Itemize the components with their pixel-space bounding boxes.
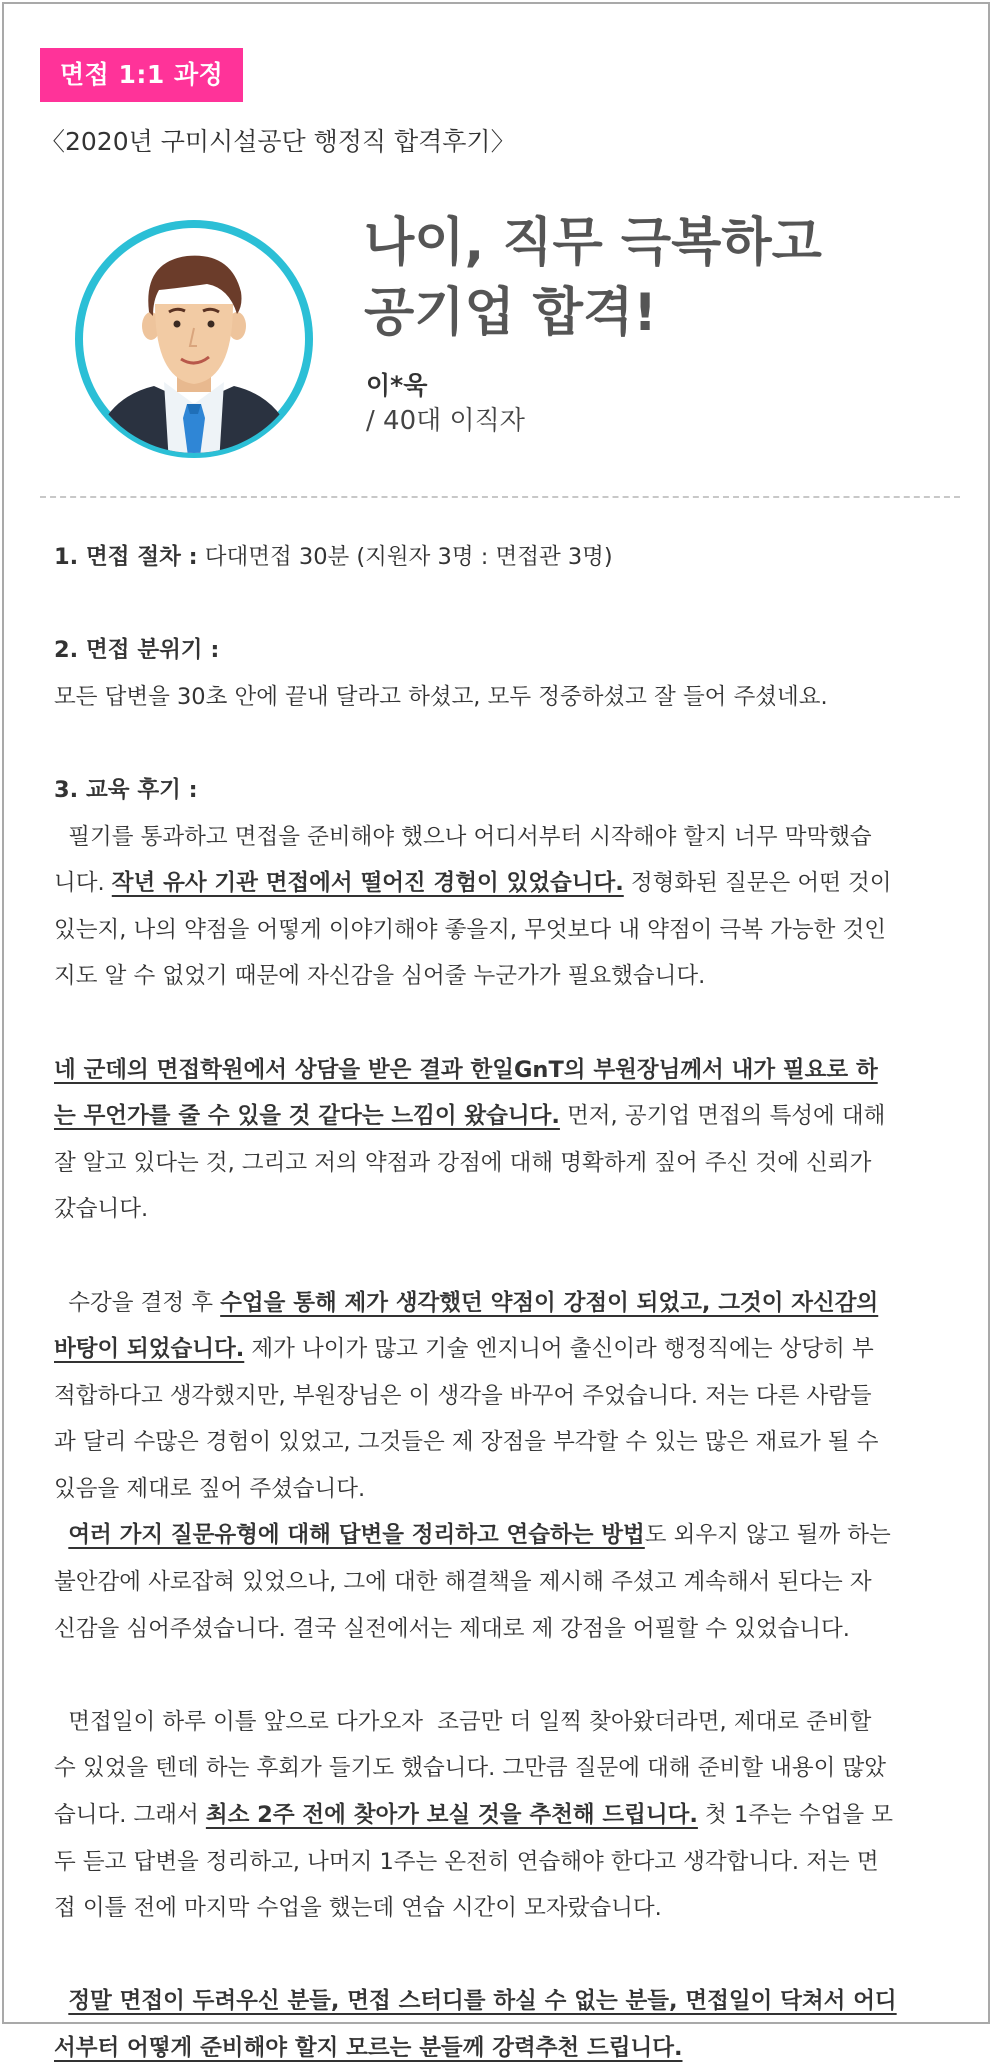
author-description: / 40대 이직자 <box>366 406 525 436</box>
review-card <box>2 2 990 2061</box>
paragraph-line: 적합하다고 생각했지만, 부원장님은 이 생각을 바꾸어 주었습니다. 저는 다른 사람들 <box>54 1382 872 1409</box>
paragraph-line: 지도 알 수 없었기 때문에 자신감을 심어줄 누군가가 필요했습니다. <box>54 963 706 990</box>
paragraph-line: 있는지, 나의 약점을 어떻게 이야기해야 좋을지, 무엇보다 내 약점이 극복 가능한 것인 <box>54 916 886 943</box>
paragraph-line: 면접일이 하루 이틀 앞으로 다가오자 조금만 더 일찍 찾아왔더라면, 제대로 준비할 <box>54 1708 872 1735</box>
review-headline <box>364 208 822 348</box>
paragraph-line <box>54 2025 954 2072</box>
paragraph-line: 과 달리 수많은 경험이 있었고, 그것들은 제 장점을 부각할 수 있는 많은 재료가 될 수 <box>54 1429 879 1456</box>
paragraph-line: 갔습니다. <box>54 1196 149 1223</box>
headline-line-2: 공기업 합격! <box>364 283 657 343</box>
paragraph-line: 니다. 작년 유사 기관 면접에서 떨어진 경험이 있었습니다. 정형화된 질문은 어떤 것이 <box>54 870 892 897</box>
highlighted-text: 최소 2주 전에 찾아가 보실 것을 추천해 드립니다. <box>205 1802 698 1829</box>
headline-line-1: 나이, 직무 극복하고 <box>364 213 822 273</box>
section-interview-procedure: 1. 면접 절차 : 다대면접 30분 (지원자 3명 : 면접관 3명) <box>54 544 613 570</box>
course-badge: 면접 1:1 과정 <box>40 48 243 102</box>
paragraph-line: 바탕이 되었습니다. 제가 나이가 많고 기술 엔지니어 출신이라 행정직에는 상당히 부 <box>54 1336 874 1363</box>
highlighted-text: 정말 면접이 두려우신 분들, 면접 스터디를 하실 수 없는 분들, 면접일이 닥쳐서 어디 <box>68 1988 897 2015</box>
review-subtitle: 〈2020년 구미시설공단 행정직 합격후기〉 <box>40 127 516 156</box>
highlighted-text: 서부터 어떻게 준비해야 할지 모르는 분들께 강력추천 드립니다. <box>54 2035 683 2061</box>
highlighted-text: 작년 유사 기관 면접에서 떨어진 경험이 있었습니다. <box>111 870 624 897</box>
highlighted-text: 여러 가지 질문유형에 대해 답변을 정리하고 연습하는 방법 <box>68 1522 645 1549</box>
man-avatar-icon <box>69 214 319 464</box>
paragraph-line: 수강을 결정 후 수업을 통해 제가 생각했던 약점이 강점이 되었고, 그것이 자신감의 <box>54 1289 879 1316</box>
paragraph-line: 두 듣고 답변을 정리하고, 나머지 1주는 온전히 연습해야 한다고 생각합니다. 저는 면 <box>54 1848 879 1875</box>
paragraph-line: 있음을 제대로 짚어 주셨습니다. <box>54 1475 366 1502</box>
paragraph-line <box>54 1047 954 1094</box>
review-body <box>54 534 954 2072</box>
paragraph-line: 필기를 통과하고 면접을 준비해야 했으나 어디서부터 시작해야 할지 너무 막막했습 <box>54 823 872 850</box>
paragraph-line: 수 있었을 텐데 하는 후회가 들기도 했습니다. 그만큼 질문에 대해 준비할 내용이 많았 <box>54 1755 886 1782</box>
paragraph-line: 는 무언가를 줄 수 있을 것 같다는 느낌이 왔습니다. 먼저, 공기업 면접의 특성에 대해 <box>54 1103 886 1130</box>
dashed-divider <box>40 496 960 498</box>
section-review-label: 3. 교육 후기 : <box>54 776 198 803</box>
paragraph-line: 신감을 심어주셨습니다. 결국 실전에서는 제대로 제 강점을 어필할 수 있었습니다. <box>54 1615 850 1642</box>
highlighted-text: 는 무언가를 줄 수 있을 것 같다는 느낌이 왔습니다. <box>54 1103 560 1130</box>
paragraph-line: 접 이틀 전에 마지막 수업을 했는데 연습 시간이 모자랐습니다. <box>54 1895 662 1922</box>
paragraph-line <box>54 1978 954 2025</box>
highlighted-text: 수업을 통해 제가 생각했던 약점이 강점이 되었고, 그것이 자신감의 <box>220 1289 879 1316</box>
author-name: 이*욱 <box>366 371 428 400</box>
paragraph-line: 여러 가지 질문유형에 대해 답변을 정리하고 연습하는 방법도 외우지 않고 될까 하는 <box>68 1522 891 1549</box>
highlighted-text: 네 군데의 면접학원에서 상담을 받은 결과 한일GnT의 부원장님께서 내가 필요로 하 <box>54 1056 878 1083</box>
paragraph-line: 습니다. 그래서 최소 2주 전에 찾아가 보실 것을 추천해 드립니다. 첫 1주는 수업을 모 <box>54 1802 893 1829</box>
section-atmosphere-label: 2. 면접 분위기 : <box>54 637 220 664</box>
paragraph-line: 잘 알고 있다는 것, 그리고 저의 약점과 강점에 대해 명확하게 짚어 주신 것에 신뢰가 <box>54 1149 872 1176</box>
highlighted-text: 바탕이 되었습니다. <box>54 1336 245 1363</box>
section-atmosphere-text: 모든 답변을 30초 안에 끝내 달라고 하셨고, 모두 정중하셨고 잘 들어 주셨네요. <box>54 683 828 710</box>
paragraph-line: 불안감에 사로잡혀 있었으나, 그에 대한 해결책을 제시해 주셨고 계속해서 된다는 자 <box>54 1569 872 1596</box>
